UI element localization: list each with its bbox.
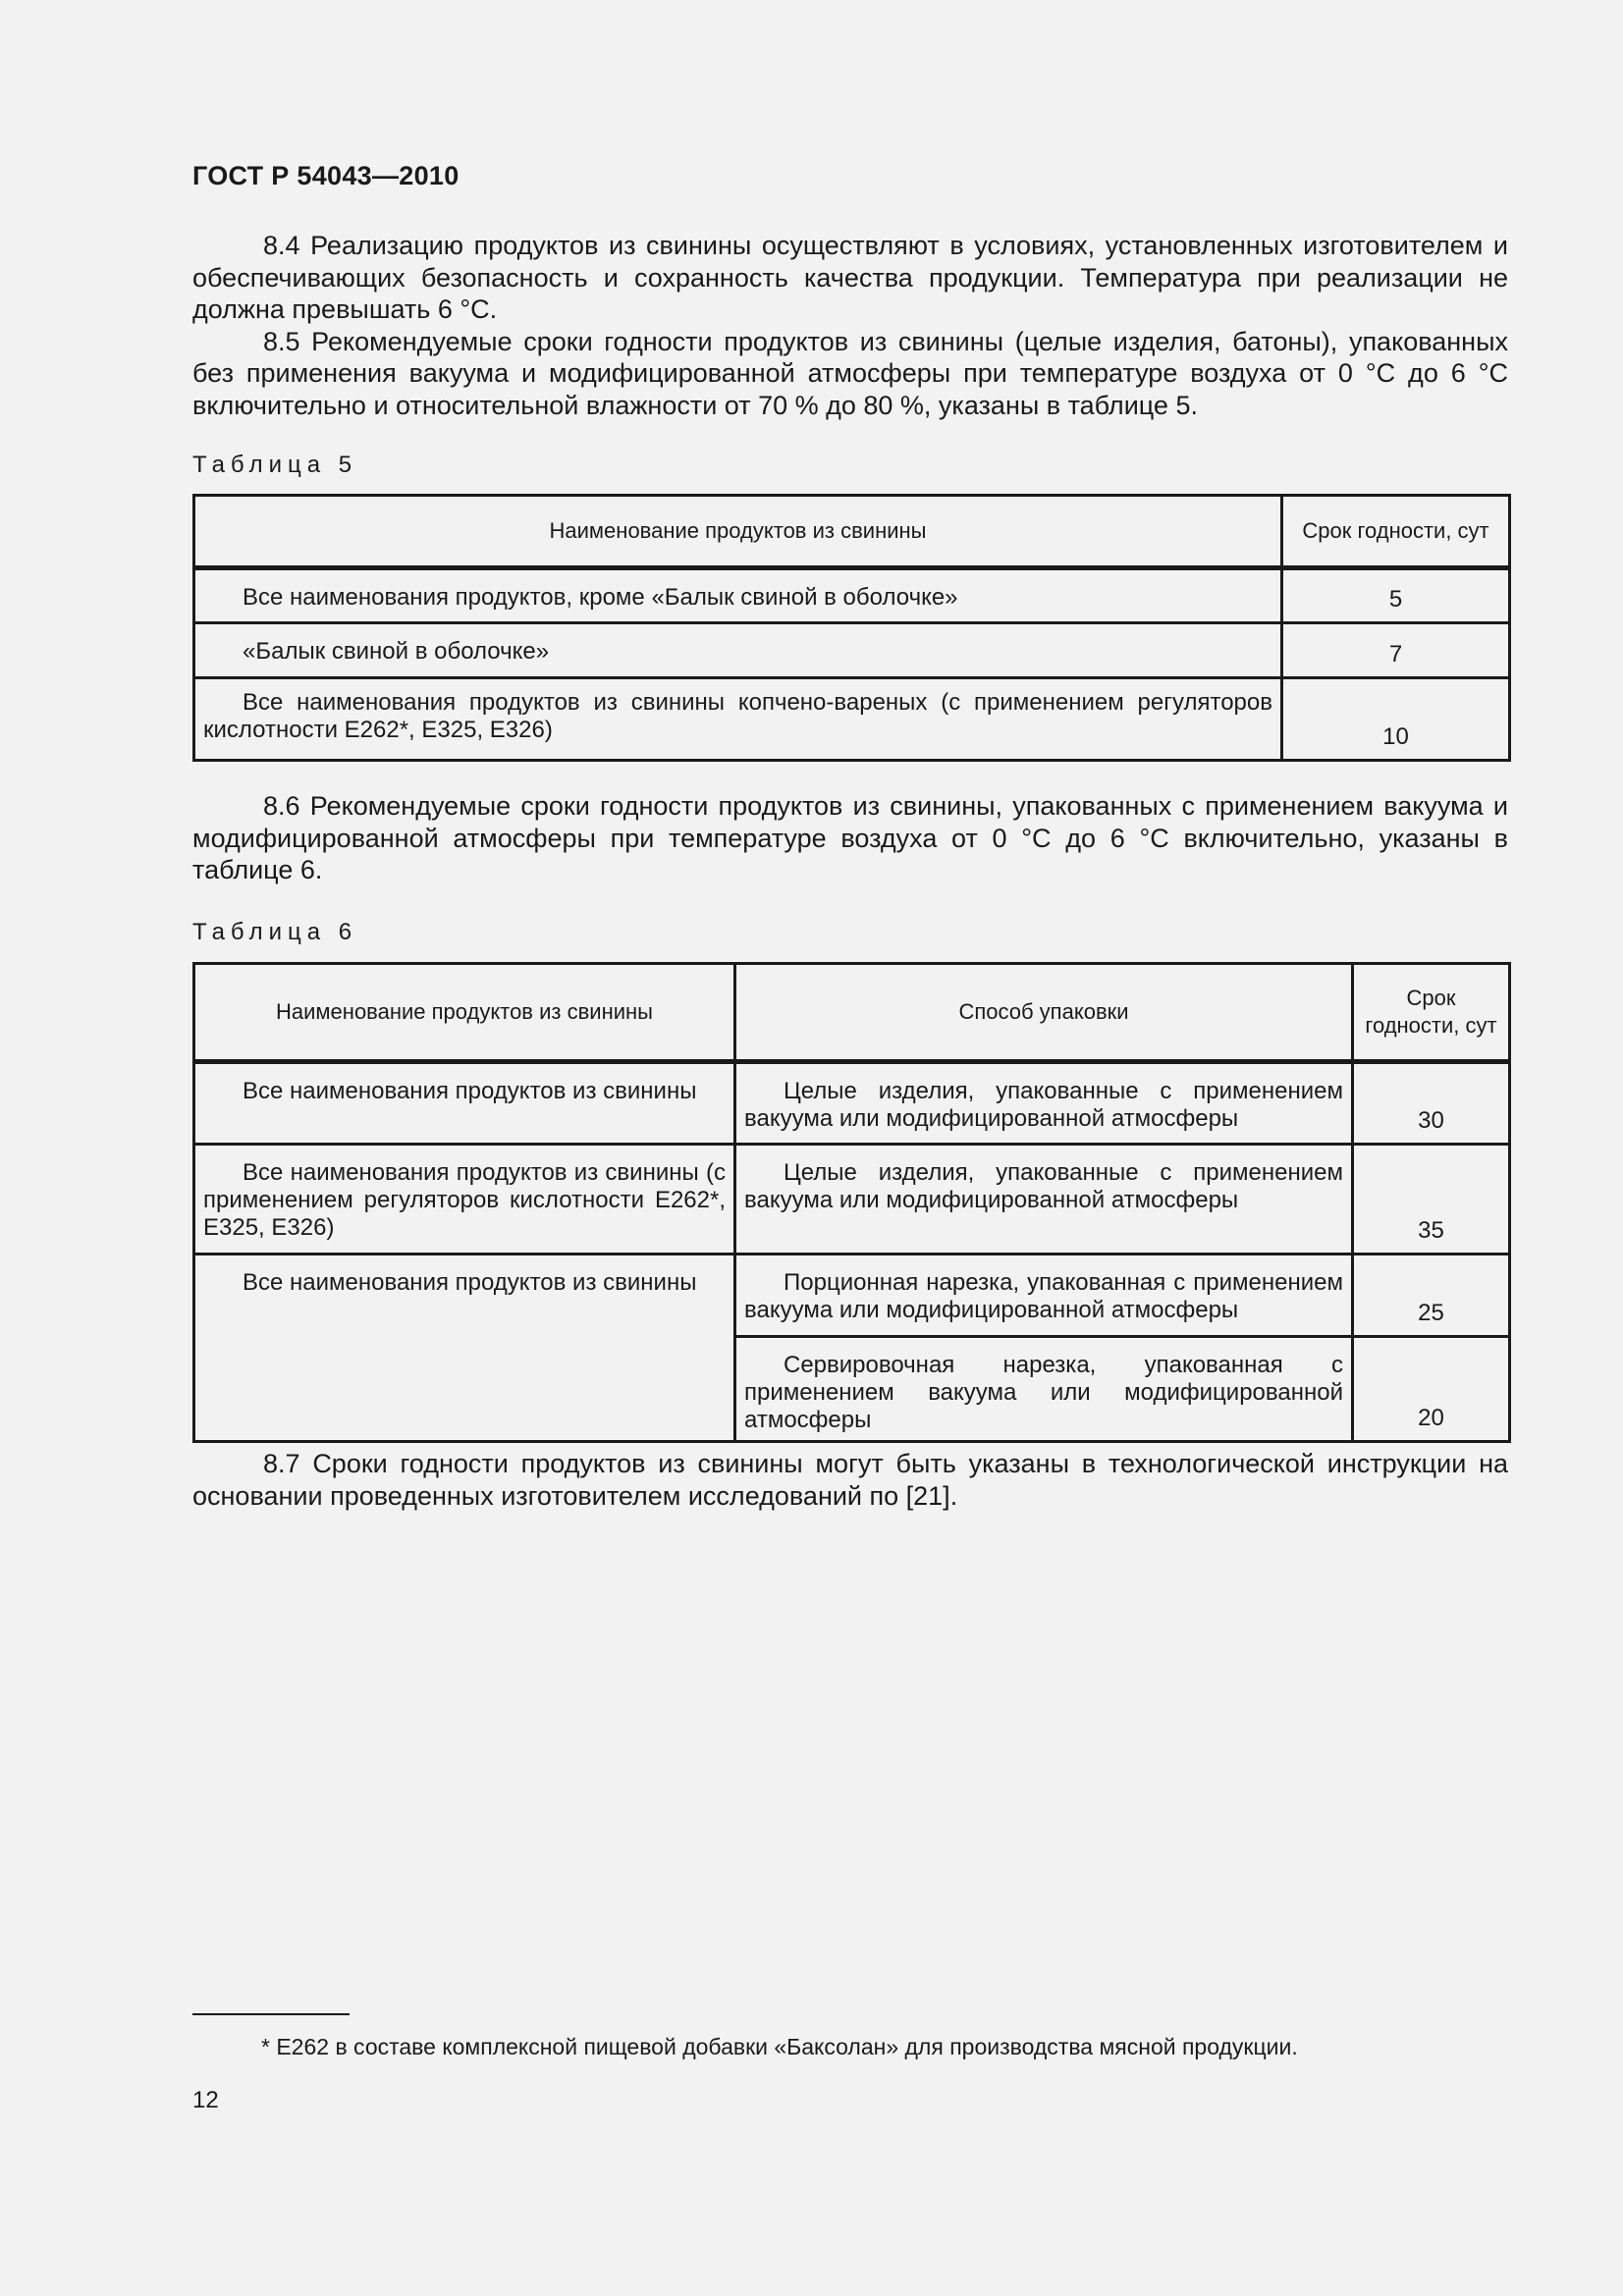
paragraph-8-5: 8.5 Рекомендуемые сроки годности продуктов из свинины (целые изделия, батоны), упакованных без применения вакуума и модифицированной атмосферы при температуре воздуха от 0 °С до 6 °С включительно и относительной влажности от 70 % до 80 %, указаны в таблице 5. xyxy=(192,326,1508,420)
footnote: * Е262 в составе комплексной пищевой добавки «Баксолан» для производства мясной продукции. xyxy=(261,2034,1298,2059)
table-6-header-name: Наименование продуктов из свинины xyxy=(194,964,735,1062)
table-row xyxy=(194,678,1510,761)
table-cell-name: Все наименования продуктов из свинины копчено-вареных (с применением регуляторов кислотности Е262*, Е325, Е326) xyxy=(194,678,1282,761)
paragraph-8-4: 8.4 Реализацию продуктов из свинины осуществляют в условиях, установленных изготовителем и обеспечивающих безопасность и сохранность качества продукции. Температура при реализации не должна превышать 6 °С. xyxy=(192,231,1508,324)
table-6-caption: Таблица 6 xyxy=(192,919,358,945)
sections-8-4-8-5 xyxy=(192,230,1508,421)
table-cell-name: «Балык свиной в оболочке» xyxy=(194,623,1282,678)
table-5-header-name: Наименование продуктов из свинины xyxy=(194,496,1282,568)
table-cell-term: 7 xyxy=(1282,623,1510,678)
table-cell-method: Целые изделия, упакованные с применением вакуума или модифицированной атмосферы xyxy=(735,1062,1353,1145)
table-row xyxy=(194,1255,1510,1337)
table-cell-method: Порционная нарезка, упакованная с применением вакуума или модифицированной атмосферы xyxy=(735,1255,1353,1337)
table-cell-method: Сервировочная нарезка, упакованная с применением вакуума или модифицированной атмосферы xyxy=(735,1337,1353,1442)
paragraph-8-7: 8.7 Сроки годности продуктов из свинины могут быть указаны в технологической инструкции на основании проведенных изготовителем исследований по [21]. xyxy=(192,1449,1508,1511)
table-5-caption: Таблица 5 xyxy=(192,452,358,478)
table-cell-name: Все наименования продуктов из свинины xyxy=(194,1062,735,1145)
table-cell-name: Все наименования продуктов из свинины (с применением регуляторов кислотности Е262*, Е325, Е326) xyxy=(194,1145,735,1255)
table-cell-name: Все наименования продуктов из свинины xyxy=(194,1255,735,1442)
section-8-6 xyxy=(192,790,1508,886)
table-cell-term: 35 xyxy=(1353,1145,1510,1255)
table-5 xyxy=(192,494,1511,762)
table-cell-name: Все наименования продуктов, кроме «Балык свиной в оболочке» xyxy=(194,568,1282,623)
table-row xyxy=(194,1062,1510,1145)
page-number: 12 xyxy=(192,2087,219,2113)
table-cell-term: 25 xyxy=(1353,1255,1510,1337)
section-8-7 xyxy=(192,1448,1508,1512)
table-cell-method: Целые изделия, упакованные с применением вакуума или модифицированной атмосферы xyxy=(735,1145,1353,1255)
table-row xyxy=(194,623,1510,678)
table-5-header-term: Срок годности, сут xyxy=(1282,496,1510,568)
table-6-header-term: Срок годности, сут xyxy=(1353,964,1510,1062)
paragraph-8-6: 8.6 Рекомендуемые сроки годности продуктов из свинины, упакованных с применением вакуума и модифицированной атмосферы при температуре воздуха от 0 °С до 6 °С включительно, указаны в таблице 6. xyxy=(192,791,1508,884)
table-cell-term: 5 xyxy=(1282,568,1510,623)
footnote-divider xyxy=(192,2013,350,2015)
table-row xyxy=(194,568,1510,623)
table-6 xyxy=(192,962,1511,1443)
table-6-header-method: Способ упаковки xyxy=(735,964,1353,1062)
table-cell-term: 20 xyxy=(1353,1337,1510,1442)
document-code-header: ГОСТ Р 54043—2010 xyxy=(192,161,460,190)
table-row xyxy=(194,1145,1510,1255)
table-cell-term: 10 xyxy=(1282,678,1510,761)
table-cell-term: 30 xyxy=(1353,1062,1510,1145)
